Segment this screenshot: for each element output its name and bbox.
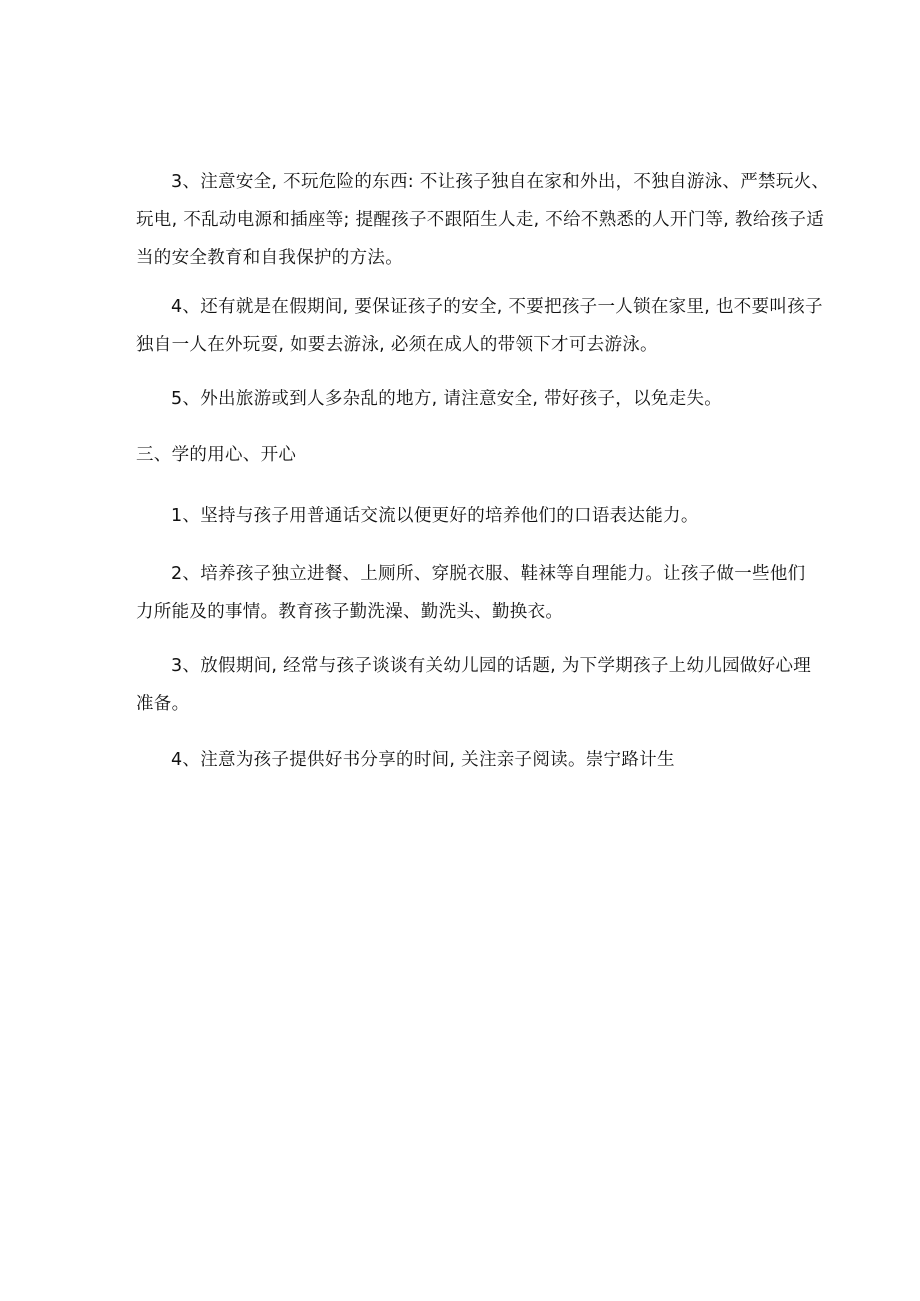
text-line: 5、外出旅游或到人多杂乱的地方, 请注意安全, 带好孩子，以免走失。: [171, 389, 723, 409]
text-line: 准备。: [136, 694, 190, 714]
paragraph-learning-1: [136, 497, 788, 535]
text-line: 2、培养孩子独立进餐、上厕所、穿脱衣服、鞋袜等自理能力。让孩子做一些他们: [171, 564, 806, 584]
heading-text: 三、学的用心、开心: [136, 445, 297, 465]
paragraph-learning-4: [136, 741, 788, 779]
text-line: 独自一人在外玩耍, 如要去游泳, 必须在成人的带领下才可去游泳。: [136, 335, 658, 355]
text-line: 当的安全教育和自我保护的方法。: [136, 248, 403, 268]
paragraph-learning-2: [136, 555, 806, 631]
text-line: 3、放假期间, 经常与孩子谈谈有关幼儿园的话题, 为下学期孩子上幼儿园做好心理: [171, 656, 812, 676]
text-line: 玩电, 不乱动电源和插座等; 提醒孩子不跟陌生人走, 不给不熟悉的人开门等, 教给孩子适: [136, 210, 825, 230]
text-line: 3、注意安全, 不玩危险的东西: 不让孩子独自在家和外出，不独自游泳、严禁玩火、: [171, 172, 830, 192]
text-line: 1、坚持与孩子用普通话交流以便更好的培养他们的口语表达能力。: [171, 506, 699, 526]
paragraph-learning-3: [136, 647, 812, 723]
paragraph-safety-5: [136, 380, 788, 418]
text-line: 4、还有就是在假期间, 要保证孩子的安全, 不要把孩子一人锁在家里, 也不要叫孩子: [171, 297, 823, 317]
text-line: 4、注意为孩子提供好书分享的时间, 关注亲子阅读。崇宁路计生: [171, 750, 675, 770]
paragraph-safety-3: [136, 163, 830, 277]
section-heading: [136, 436, 788, 474]
paragraph-safety-4: [136, 288, 823, 364]
text-line: 力所能及的事情。教育孩子勤洗澡、勤洗头、勤换衣。: [136, 602, 564, 622]
